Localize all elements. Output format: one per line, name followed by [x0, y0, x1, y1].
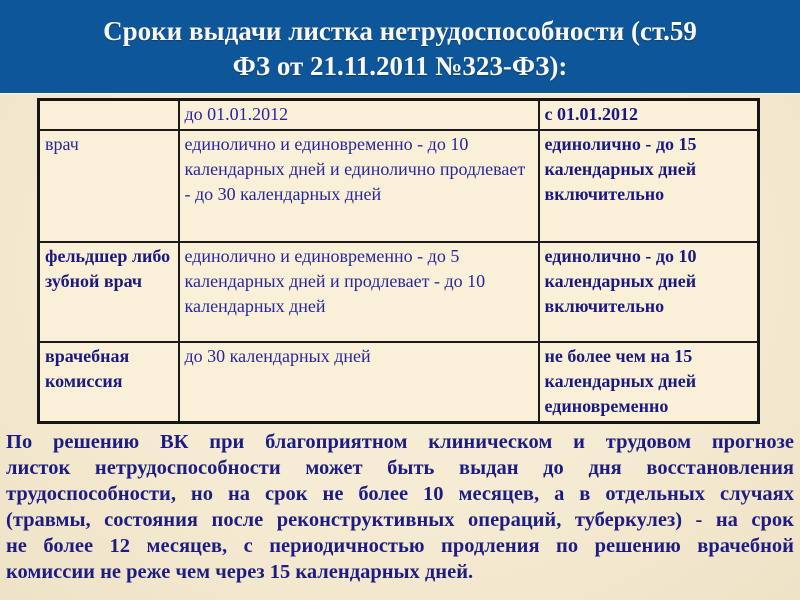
issuer-cell: врачебная комиссия: [39, 342, 179, 423]
issuer-cell: фельдшер либо зубной врач: [39, 242, 179, 342]
header-cell-issuer: [39, 100, 179, 131]
before-2012-cell: единолично и единовременно - до 5 календарных дней и продлевает - до 10 календарных дней: [179, 242, 539, 342]
note-line: По решению ВК при благоприятном клиническом и трудовом прогнозе: [6, 431, 794, 453]
slide-title: [103, 10, 697, 84]
slide-title-line-2: ФЗ от 21.11.2011 №323-ФЗ):: [232, 50, 568, 81]
issuance-terms-table: [37, 98, 760, 424]
note-line: не более 12 месяцев, с периодичностью продления по решению врачебной: [6, 535, 794, 557]
from-2012-cell: единолично - до 10 календарных дней включительно: [539, 242, 759, 342]
header-cell-from-2012: с 01.01.2012: [539, 100, 759, 131]
before-2012-cell: до 30 календарных дней: [179, 342, 539, 423]
note-line: комиссии не реже чем через 15 календарных дней.: [6, 561, 474, 583]
note-line: (травмы, состояния после реконструктивных операций, туберкулез) - на срок: [6, 509, 794, 531]
before-2012-cell: единолично и единовременно - до 10 календарных дней и единолично продлевает - до 30 календарных дней: [179, 130, 539, 242]
table-row-medical-commission: [39, 342, 759, 423]
header-cell-before-2012: до 01.01.2012: [179, 100, 539, 131]
title-band: [0, 0, 800, 93]
table-row-doctor: [39, 130, 759, 242]
table-header-row: [39, 100, 759, 131]
note-line: листок нетрудоспособности может быть выдан до дня восстановления: [6, 457, 794, 479]
issuer-cell: врач: [39, 130, 179, 242]
note-line: трудоспособности, но на срок не более 10 месяцев, а в отдельных случаях: [6, 483, 794, 505]
note-paragraph: [6, 429, 794, 585]
table-row-feldsher: [39, 242, 759, 342]
from-2012-cell: не более чем на 15 календарных дней единовременно: [539, 342, 759, 423]
slide-title-line-1: Сроки выдачи листка нетрудоспособности (ст.59: [103, 15, 697, 46]
from-2012-cell: единолично - до 15 календарных дней включительно: [539, 130, 759, 242]
